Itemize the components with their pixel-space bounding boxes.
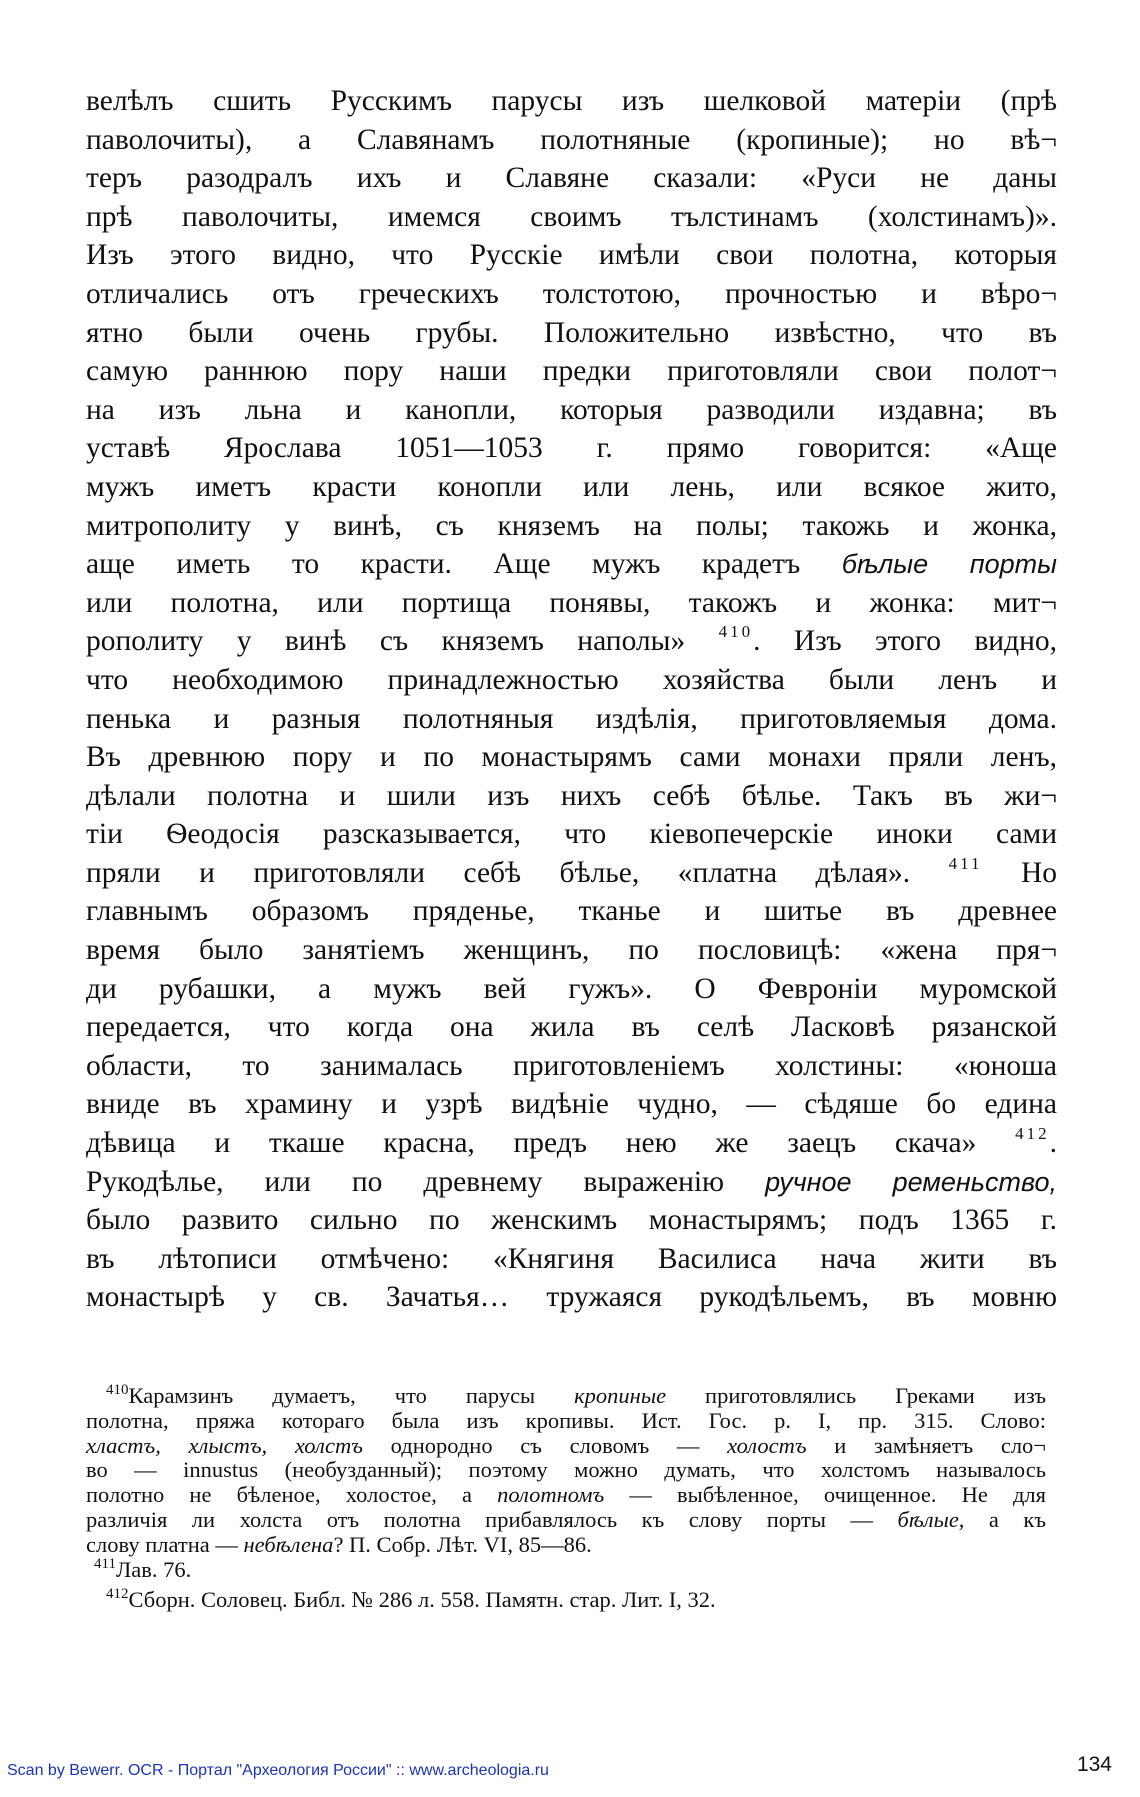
footnote-line (86, 1458, 1046, 1483)
footnote-text: бѣлые, (897, 1506, 965, 1532)
footnote-text: полотно не бѣленое, холостое, а (86, 1482, 498, 1508)
body-line (86, 159, 1057, 198)
body-text: ятно были очень грубы. Положительно извѣстно, что въ (86, 316, 1057, 349)
body-text: монастырѣ у св. Зачатья… тружаяся рукодѣльемъ, въ мовню (86, 1281, 1057, 1314)
body-line (86, 622, 1057, 661)
body-text: дѣлали полотна и шили изъ нихъ себѣ бѣлье. Такъ въ жи¬ (86, 779, 1057, 812)
body-line (86, 121, 1057, 160)
body-text: ручное ременьство, (765, 1166, 1057, 1197)
body-line (86, 815, 1057, 854)
body-text: теръ разодралъ ихъ и Славяне сказали: «Руси не даны (86, 162, 1057, 195)
footnote-text: во — innustus (необузданный); поэтому можно думать, что холстомъ называлось (86, 1457, 1046, 1483)
body-text: или полотна, или портища понявы, такожъ и жонка: мит¬ (86, 586, 1057, 619)
body-line (86, 352, 1057, 391)
body-text: рополиту у винѣ съ княземъ наполы» (86, 625, 719, 658)
body-line (86, 429, 1057, 468)
footnote-text: полотна, пряжа котораго была изъ кропивы. Ист. Гос. р. I, пр. 315. Слово: (86, 1407, 1046, 1433)
body-text: . (1049, 1127, 1057, 1160)
footnote-reference: 411 (948, 853, 983, 873)
body-line (86, 584, 1057, 623)
footnotes (86, 1384, 1046, 1613)
footnote-text: ? П. Собр. Лѣт. VI, 85—86. (333, 1531, 592, 1557)
body-text: Но (982, 856, 1057, 889)
footnote-line (86, 1434, 1046, 1459)
body-line (86, 314, 1057, 353)
body-line (86, 970, 1057, 1009)
footnote-line (86, 1409, 1046, 1434)
footnote-line (86, 1483, 1046, 1508)
body-text: пряли и приготовляли себѣ бѣлье, «платна дѣлая». (86, 856, 949, 889)
body-line (86, 1278, 1057, 1317)
body-text: отличались отъ греческихъ толстотою, прочностью и вѣро¬ (86, 277, 1057, 310)
body-text: главнымъ образомъ пряденье, тканье и шитье въ древнее (86, 895, 1057, 928)
body-line (86, 892, 1057, 931)
footnote-text: однородно съ словомъ — (362, 1432, 728, 1458)
body-text: въ лѣтописи отмѣчено: «Княгиня Василиса нача жити въ (86, 1242, 1057, 1275)
body-line (86, 468, 1057, 507)
footnote-text: приготовлялись Греками изъ (666, 1383, 1046, 1408)
footnote-text: полотномъ (497, 1482, 605, 1508)
footnote-line (86, 1384, 1046, 1409)
body-text: дѣвица и ткаше красна, предъ нею же заецъ скача» (86, 1127, 1016, 1160)
footnote-reference: 410 (106, 1382, 129, 1398)
body-line (86, 1201, 1057, 1240)
footnote-text: а къ (964, 1506, 1046, 1532)
footnote-reference: 410 (718, 622, 754, 642)
footnote-text: — выбѣленное, очищенное. Не для (604, 1482, 1046, 1508)
body-text: тіи Ѳеодосія разсказывается, что кіевопечерскіе иноки сами (86, 818, 1057, 851)
body-line (86, 391, 1057, 430)
body-text: митрополиту у винѣ, съ княземъ на полы; такожь и жонка, (86, 509, 1057, 542)
body-line (86, 1008, 1057, 1047)
body-text: самую раннюю пору наши предки приготовляли свои полот¬ (86, 355, 1057, 388)
footnote-reference: 412 (106, 1586, 129, 1603)
body-text: Рукодѣлье, или по древнему выраженію (86, 1165, 766, 1198)
body-text: области, то занималась приготовленіемъ холстины: «юноша (86, 1049, 1057, 1082)
body-text: Изъ этого видно, что Русскіе имѣли свои полотна, которыя (86, 239, 1057, 272)
body-line (86, 507, 1057, 546)
main-text (86, 82, 1057, 1317)
footnote-text: и замѣняетъ сло¬ (806, 1432, 1046, 1458)
footnote-text: Сборн. Соловец. Библ. № 286 л. 558. Памятн. стар. Лит. I, 32. (128, 1587, 716, 1613)
body-text: велѣлъ сшить Русскимъ парусы изъ шелковой матеріи (прѣ (86, 85, 1057, 117)
body-text: уставѣ Ярослава 1051—1053 г. прямо говорится: «Аще (86, 432, 1057, 465)
body-text: на изъ льна и канопли, которыя разводили издавна; въ (86, 393, 1057, 426)
footnote-line (86, 1533, 1046, 1558)
body-line (86, 661, 1057, 700)
footnote-text: Лав. 76. (115, 1556, 192, 1582)
body-text: паволочиты), а Славянамъ полотняные (кропиные); но вѣ¬ (86, 123, 1057, 156)
body-line (86, 275, 1057, 314)
body-line (86, 236, 1057, 275)
body-line (86, 931, 1057, 970)
body-line (86, 1124, 1057, 1163)
body-line (86, 1240, 1057, 1279)
body-line (86, 854, 1057, 893)
body-text: мужъ иметъ красти конопли или лень, или всякое жито, (86, 470, 1057, 503)
body-line (86, 198, 1057, 237)
footnote-reference: 411 (94, 1555, 116, 1572)
page-number: 134 (1076, 1753, 1112, 1776)
body-text: ди рубашки, а мужъ вей гужъ». О Февроніи муромской (86, 972, 1057, 1005)
body-text: время было занятіемъ женщинъ, по пословицѣ: «жена пря¬ (86, 934, 1057, 967)
footnote-text: холостъ (727, 1432, 807, 1458)
body-text: было развито сильно по женскимъ монастырямъ; подъ 1365 г. (86, 1204, 1057, 1237)
footnote-text: слову платна — (86, 1531, 244, 1557)
footnote-reference: 412 (1015, 1124, 1050, 1144)
body-text: аще иметь то красти. Аще мужъ крадетъ (86, 548, 842, 581)
body-text: что необходимою принадлежностью хозяйства были ленъ и (86, 663, 1057, 696)
footnote-text: Карамзинъ думаетъ, что парусы (128, 1383, 575, 1408)
body-line (86, 738, 1057, 777)
footnote-line (86, 1588, 1046, 1613)
body-text: пенька и разныя полотняныя издѣлія, приготовляемыя дома. (86, 702, 1057, 735)
body-text: прѣ паволочиты, имемся своимъ тълстинамъ (холстинамъ)». (86, 200, 1057, 233)
body-text: передается, что когда она жила въ селѣ Ласковѣ рязанской (86, 1011, 1057, 1044)
body-line (86, 545, 1057, 584)
body-line (86, 82, 1057, 121)
body-line (86, 1085, 1057, 1124)
body-text: бѣлые порты (841, 549, 1058, 580)
footnote-line (86, 1508, 1046, 1533)
body-line (86, 1163, 1057, 1202)
footnote-text: различія ли холста отъ полотна прибавлялось къ слову порты — (86, 1506, 898, 1532)
body-line (86, 777, 1057, 816)
scan-source-credit: Scan by Bewerr. OCR - Портал "Археология России" :: www.archeologia.ru (7, 1762, 549, 1779)
footnote-line (86, 1555, 1046, 1583)
body-line (86, 700, 1057, 739)
body-text: вниде въ храмину и узрѣ видѣніе чудно, — сѣдяше бо едина (86, 1088, 1057, 1121)
footnote-text: хластъ, хлыстъ, холстъ (86, 1432, 363, 1458)
body-text: . Изъ этого видно, (753, 625, 1057, 658)
footnote-text: кропиные (574, 1383, 667, 1408)
body-line (86, 1047, 1057, 1086)
body-text: Въ древнюю пору и по монастырямъ сами монахи пряли ленъ, (86, 741, 1057, 774)
footnote-text: небѣлена (243, 1531, 334, 1557)
